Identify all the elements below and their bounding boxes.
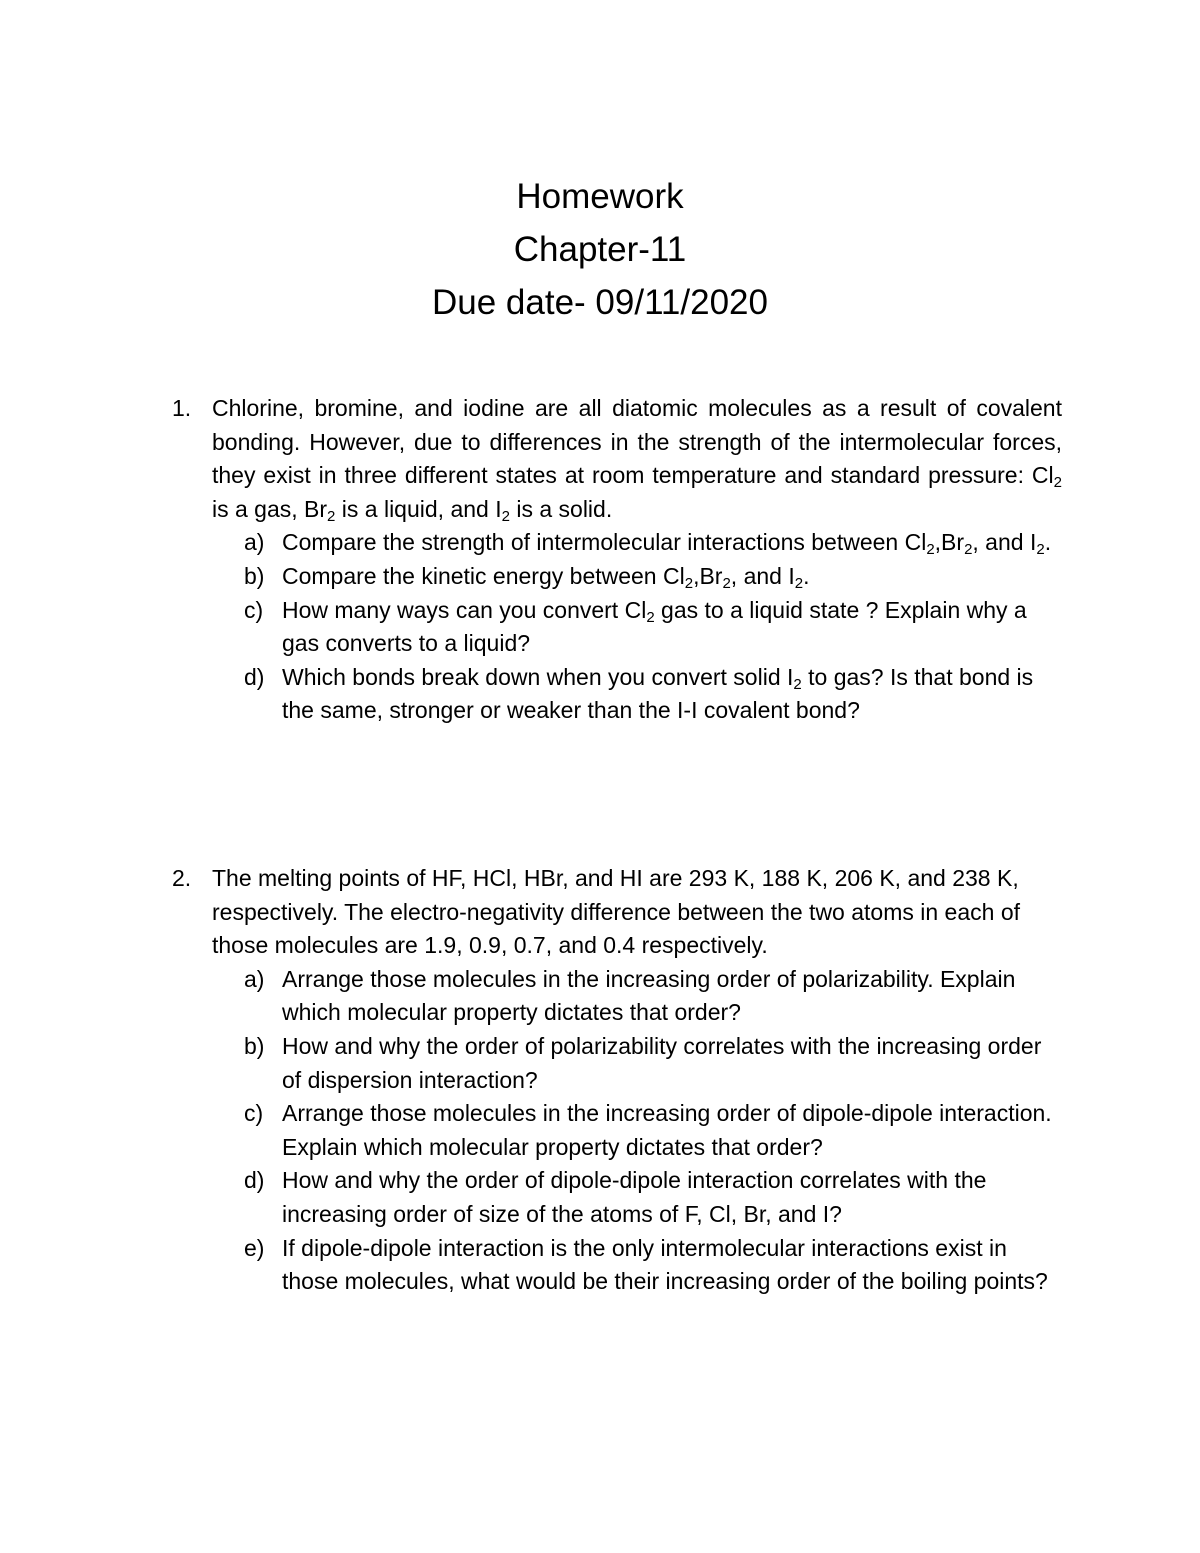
- question-2: [172, 862, 1062, 1299]
- sub-question-text: Compare the kinetic energy between $Cl_2,Br_2$, and $I_2$.: [282, 562, 810, 592]
- question-text: Chlorine, bromine, and iodine are all diatomic molecules as a result of covalent bonding. However, due to differences in the strength of the intermolecular forces, they exist in three different states at room temperature and standard pressure: $Cl_2$ is a gas, $Br_2$ is a liquid, and $I_2$ is a solid.: [212, 395, 1062, 525]
- title-block: [0, 170, 1200, 329]
- sub-question-text: If dipole-dipole interaction is the only intermolecular interactions exist in those molecules, what would be their increasing order of the boiling points?: [282, 1234, 1048, 1295]
- sub-question: [172, 1097, 1062, 1164]
- sub-question-text: Compare the strength of intermolecular interactions between $Cl_2,Br_2$, and $I_2$.: [282, 529, 1052, 559]
- sub-question: [172, 560, 1062, 594]
- sub-question-letter: b): [244, 1032, 265, 1059]
- sub-question-text: Arrange those molecules in the increasing order of polarizability. Explain which molecular property dictates that order?: [282, 965, 1016, 1026]
- due-date: Due date- 09/11/2020: [431, 283, 768, 322]
- sub-question: [172, 1030, 1062, 1097]
- sub-question-text: How and why the order of polarizability correlates with the increasing order of dispersion interaction?: [282, 1032, 1042, 1093]
- sub-question-letter: d): [244, 1167, 265, 1194]
- sub-question-letter: a): [244, 529, 265, 556]
- question-number: 2.: [172, 865, 192, 891]
- sub-question: [172, 1232, 1062, 1299]
- sub-question-letter: c): [244, 1100, 264, 1127]
- sub-question-text: How many ways can you convert $Cl_2$ gas to a liquid state ? Explain why a gas converts to a liquid?: [282, 596, 1027, 657]
- sub-question-list: [172, 526, 1062, 728]
- page-title: Homework: [516, 177, 684, 216]
- sub-question: [172, 661, 1062, 728]
- sub-question: [172, 594, 1062, 661]
- sub-question: [172, 1164, 1062, 1231]
- sub-question-letter: c): [244, 596, 264, 623]
- question-number: 1.: [172, 395, 192, 421]
- sub-question-letter: b): [244, 562, 265, 589]
- sub-question-letter: a): [244, 965, 265, 992]
- sub-question-letter: d): [244, 663, 265, 690]
- sub-question-list: [172, 963, 1062, 1299]
- question-text: The melting points of HF, HCl, HBr, and HI are 293 K, 188 K, 206 K, and 238 K, respectively. The electro-negativity difference between the two atoms in each of those molecules are 1.9, 0.9, 0.7, and 0.4 respectively.: [212, 865, 1020, 959]
- question-1: [172, 392, 1062, 728]
- sub-question: [172, 963, 1062, 1030]
- sub-question-letter: e): [244, 1234, 265, 1261]
- sub-question-text: Which bonds break down when you convert solid $I_2$ to gas? Is that bond is the same, stronger or weaker than the I-I covalent bond?: [282, 663, 1034, 724]
- sub-question: [172, 526, 1062, 560]
- sub-question-text: How and why the order of dipole-dipole interaction correlates with the increasing order of size of the atoms of F, Cl, Br, and I?: [282, 1167, 987, 1227]
- chapter-label: Chapter-11: [513, 230, 687, 269]
- sub-question-text: Arrange those molecules in the increasing order of dipole-dipole interaction. Explain which molecular property dictates that order?: [282, 1100, 1052, 1160]
